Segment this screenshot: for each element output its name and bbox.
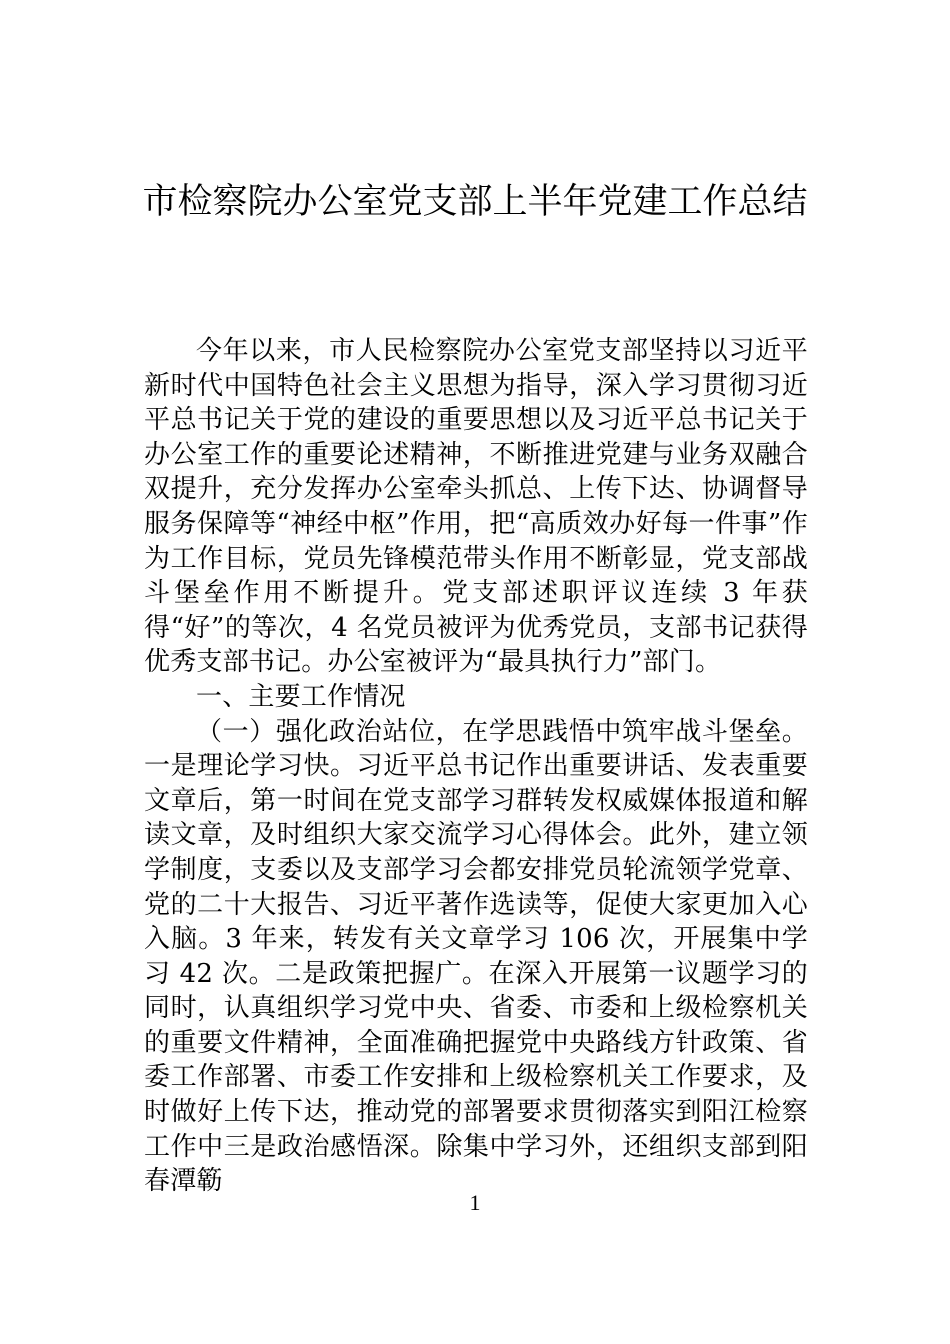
- document-title: 市检察院办公室党支部上半年党建工作总结: [142, 182, 808, 222]
- intro-paragraph: 今年以来，市人民检察院办公室党支部坚持以习近平新时代中国特色社会主义思想为指导，深入学习贯彻习近平总书记关于党的建设的重要思想以及习近平总书记关于办公室工作的重要论述精神，不断推进党建与业务双融合双提升，充分发挥办公室牵头抓总、上传下达、协调督导服务保障等“神经中枢”作用，把“高质效办好每一件事”作为工作目标，党员先锋模范带头作用不断彰显，党支部战斗堡垒作用不断提升。党支部述职评议连续 3 年获得“好”的等次，4 名党员被评为优秀党员，支部书记获得优秀支部书记。办公室被评为“最具执行力”部门。: [144, 336, 808, 678]
- page-number: 1: [469, 1190, 481, 1215]
- section-heading: 一、主要工作情况: [196, 681, 406, 712]
- document-body: [144, 334, 808, 1199]
- subsection-paragraph: （一）强化政治站位，在学思践悟中筑牢战斗堡垒。一是理论学习快。习近平总书记作出重要讲话、发表重要文章后，第一时间在党支部学习群转发权威媒体报道和解读文章，及时组织大家交流学习心得体会。此外，建立领学制度，支委以及支部学习会都安排党员轮流领学党章、党的二十大报告、习近平著作选读等，促使大家更加入心入脑。3 年来，转发有关文章学习 106 次，开展集中学习 42 次。二是政策把握广。在深入开展第一议题学习的同时，认真组织学习党中央、省委、市委和上级检察机关的重要文件精神，全面准确把握党中央路线方针政策、省委工作部署、市委工作安排和上级检察机关工作要求，及时做好上传下达，推动党的部署要求贯彻落实到阳江检察工作中三是政治感悟深。除集中学习外，还组织支部到阳春潭簕: [144, 716, 808, 1197]
